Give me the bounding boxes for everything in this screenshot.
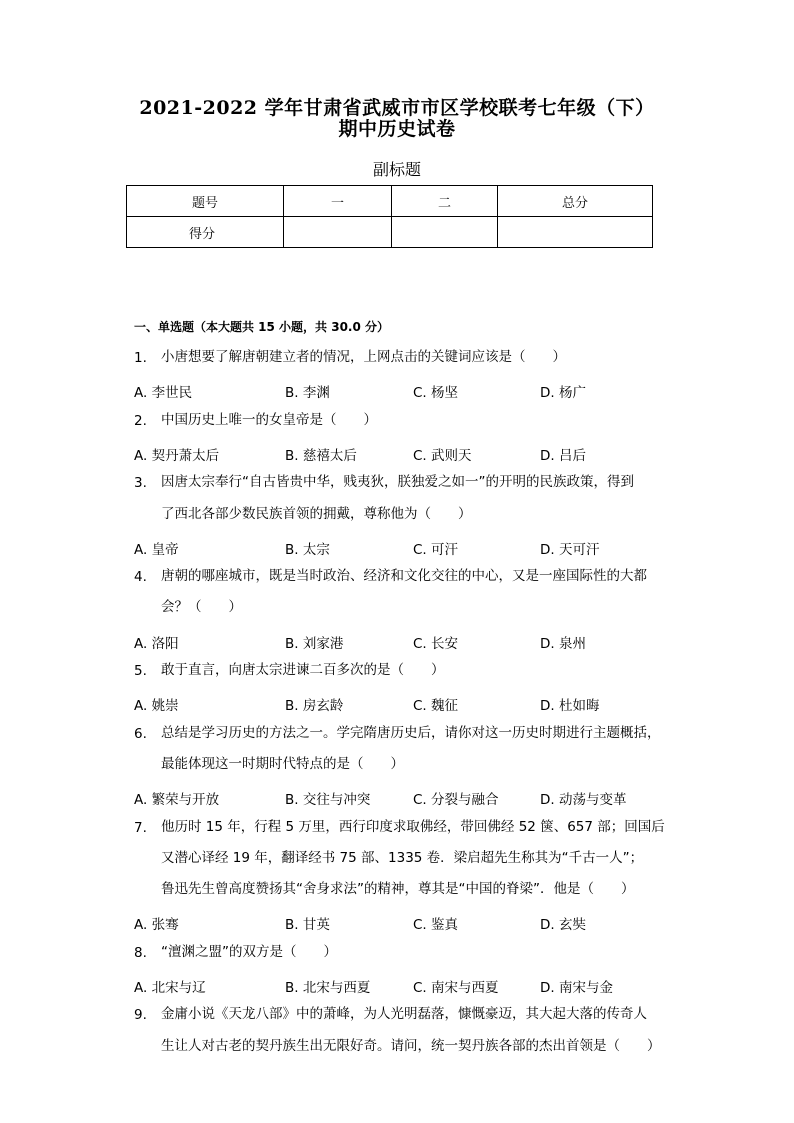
answer-option[interactable]: B. 李渊 <box>285 385 330 402</box>
answer-option[interactable]: D. 泉州 <box>540 635 586 652</box>
question-text: 小唐想要了解唐朝建立者的情况，上网点击的关键词应该是（ ） <box>161 349 566 365</box>
score-row-label: 得分 <box>127 217 284 248</box>
answer-option[interactable]: A. 张骞 <box>134 917 179 934</box>
score-header-cell: 题号 <box>127 186 284 217</box>
question-text: 总结是学习历史的方法之一。学完隋唐历史后，请你对这一历史时期进行主题概括， <box>161 724 661 741</box>
answer-option[interactable]: C. 鉴真 <box>413 917 459 934</box>
question-text: 金庸小说《天龙八部》中的萧峰，为人光明磊落，慷慨豪迈，其大起大落的传奇人 <box>161 1006 647 1023</box>
answer-option[interactable]: B. 刘家港 <box>285 635 344 652</box>
score-table <box>126 185 653 248</box>
question-number: 1. <box>134 350 147 366</box>
question-text: 中国历史上唯一的女皇帝是（ ） <box>161 411 377 428</box>
score-table-header-row <box>127 186 653 217</box>
answer-option[interactable]: D. 天可汗 <box>540 541 600 558</box>
question-text: 他历时 15 年，行程 5 万里，西行印度求取佛经，带回佛经 52 箧、657 部；回国后 <box>161 818 665 835</box>
score-header-cell: 总分 <box>498 186 653 217</box>
answer-option[interactable]: D. 动荡与变革 <box>540 792 627 809</box>
answer-option[interactable]: D. 吕后 <box>540 447 586 464</box>
answer-option[interactable]: B. 慈禧太后 <box>285 447 357 464</box>
question-number: 4. <box>134 569 147 586</box>
question-number: 9. <box>134 1007 147 1024</box>
answer-option[interactable]: A. 皇帝 <box>134 541 179 558</box>
answer-option[interactable]: B. 北宋与西夏 <box>285 980 371 996</box>
score-cell[interactable] <box>284 217 392 248</box>
question-number: 5. <box>134 663 147 679</box>
exam-title-line2: 期中历史试卷 <box>338 118 456 140</box>
answer-option[interactable]: B. 房玄龄 <box>285 698 344 715</box>
answer-option[interactable]: D. 玄奘 <box>540 917 586 934</box>
answer-option[interactable]: A. 契丹萧太后 <box>134 447 220 464</box>
question-text: 最能体现这一时期时代特点的是（ ） <box>161 755 404 772</box>
score-table-score-row <box>127 217 653 248</box>
question-text: 生让人对古老的契丹族生出无限好奇。请问，统一契丹族各部的杰出首领是（ ） <box>161 1037 661 1054</box>
question-text: 敢于直言，向唐太宗进谏二百多次的是（ ） <box>161 662 445 678</box>
answer-option[interactable]: A. 洛阳 <box>134 635 179 652</box>
question-number: 7. <box>134 819 147 836</box>
answer-option[interactable]: B. 太宗 <box>285 541 330 558</box>
score-cell[interactable] <box>498 217 653 248</box>
answer-option[interactable]: C. 可汗 <box>413 541 459 558</box>
answer-option[interactable]: C. 杨坚 <box>413 385 459 402</box>
answer-option[interactable]: B. 甘英 <box>285 917 330 934</box>
question-number: 2. <box>134 412 147 429</box>
score-cell[interactable] <box>392 217 498 248</box>
question-text: 了西北各部少数民族首领的拥戴，尊称他为（ ） <box>161 505 472 522</box>
question-text: 唐朝的哪座城市，既是当时政治、经济和文化交往的中心，又是一座国际性的大都 <box>161 568 647 585</box>
question-text: 又潜心译经 19 年，翻译经书 75 部、1335 卷．梁启超先生称其为“千古一人”； <box>161 849 644 866</box>
answer-option[interactable]: B. 交往与冲突 <box>285 792 371 809</box>
section-heading: 一、单选题（本大题共 15 小题，共 30.0 分） <box>134 320 390 334</box>
answer-option[interactable]: C. 长安 <box>413 635 459 652</box>
question-text: 因唐太宗奉行“自古皆贵中华，贱夷狄，朕独爱之如一”的开明的民族政策，得到 <box>161 474 634 491</box>
question-number: 6. <box>134 725 147 742</box>
question-number: 8. <box>134 944 147 961</box>
answer-option[interactable]: A. 李世民 <box>134 385 193 402</box>
question-number: 3. <box>134 475 147 492</box>
answer-option[interactable]: A. 繁荣与开放 <box>134 792 220 809</box>
answer-option[interactable]: A. 北宋与辽 <box>134 980 206 996</box>
question-text: 会？（ ） <box>161 599 242 616</box>
question-text: “澶渊之盟”的双方是（ ） <box>161 943 337 960</box>
answer-option[interactable]: A. 姚崇 <box>134 698 179 715</box>
score-header-cell: 一 <box>284 186 392 217</box>
answer-option[interactable]: D. 杨广 <box>540 385 586 402</box>
answer-option[interactable]: C. 武则天 <box>413 447 472 464</box>
question-text: 鲁迅先生曾高度赞扬其“舍身求法”的精神，尊其是“中国的脊梁”．他是（ ） <box>161 881 635 898</box>
exam-title-line1: 2021-2022 学年甘肃省武威市市区学校联考七年级（下） <box>139 97 655 119</box>
answer-option[interactable]: D. 杜如晦 <box>540 698 600 715</box>
answer-option[interactable]: C. 分裂与融合 <box>413 792 499 809</box>
answer-option[interactable]: C. 魏征 <box>413 698 459 715</box>
exam-subtitle: 副标题 <box>372 160 421 179</box>
score-header-cell: 二 <box>392 186 498 217</box>
answer-option[interactable]: C. 南宋与西夏 <box>413 980 499 996</box>
answer-option[interactable]: D. 南宋与金 <box>540 980 613 996</box>
